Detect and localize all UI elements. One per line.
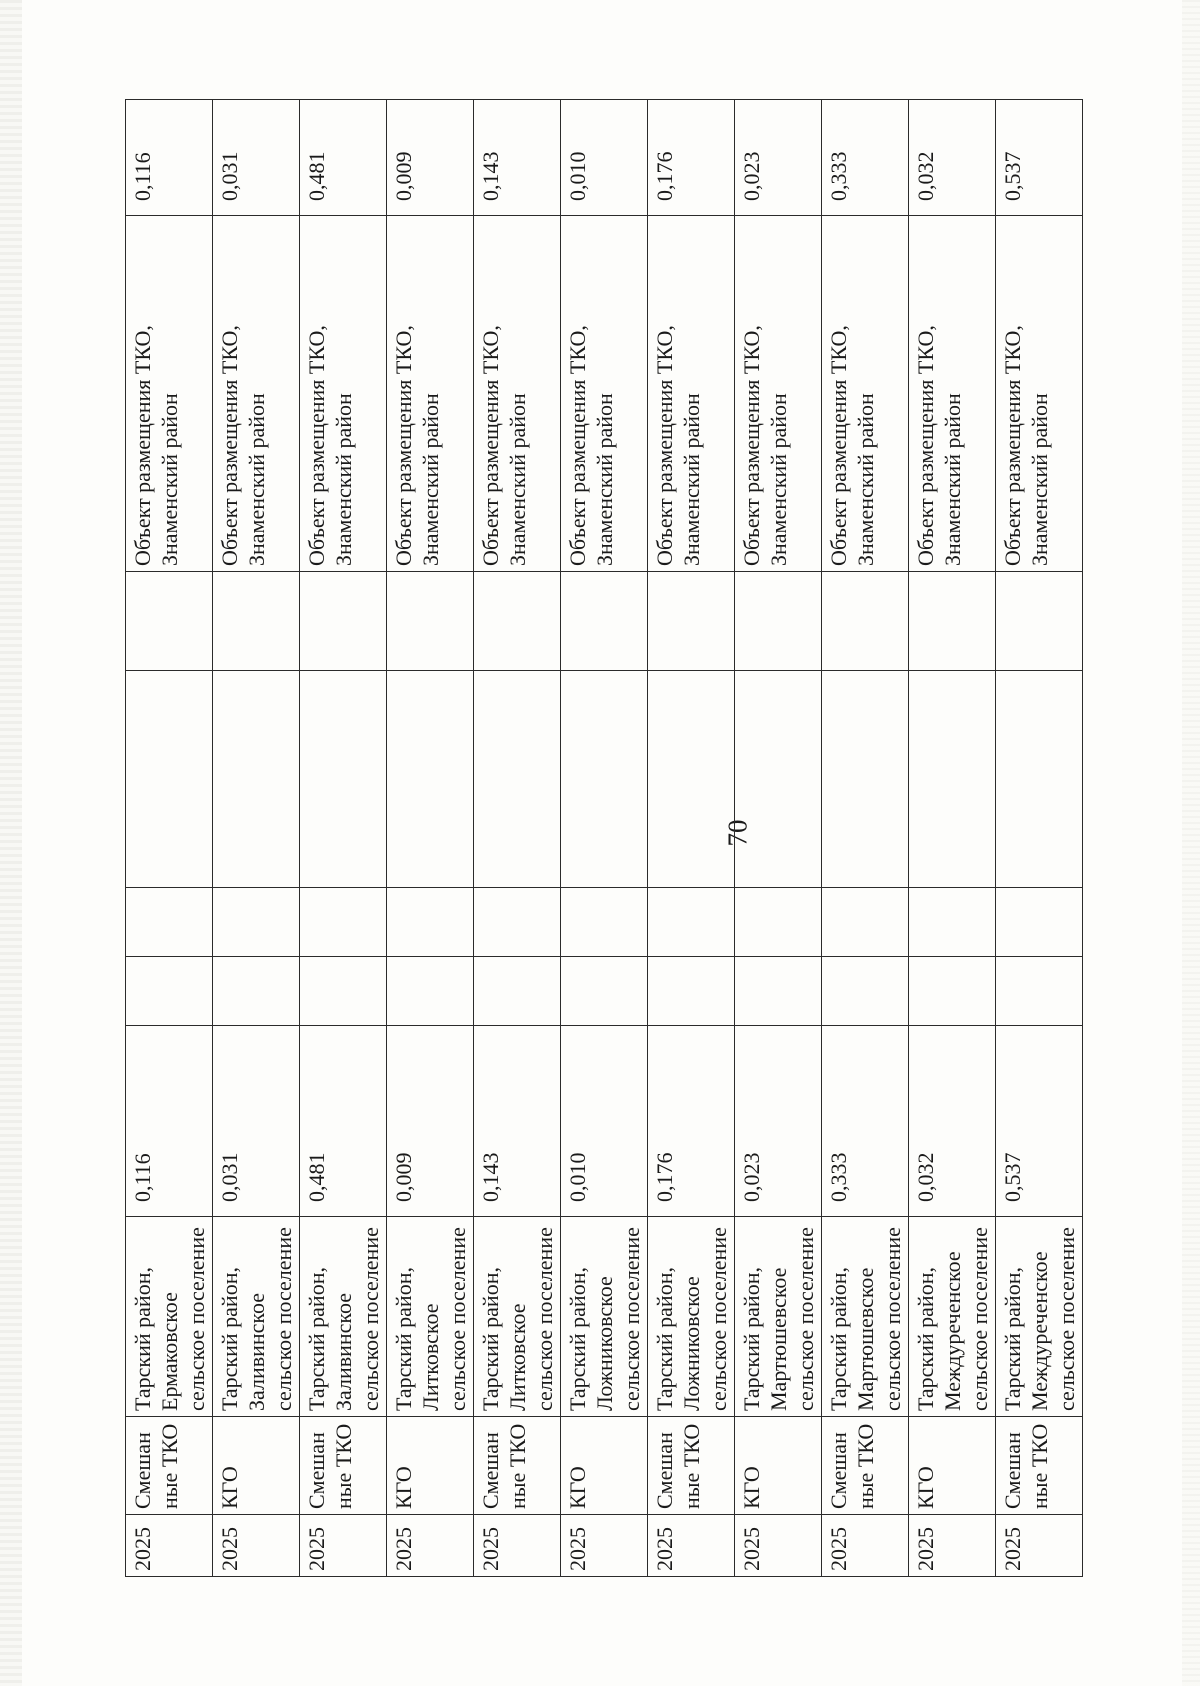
- table-row: [822, 100, 909, 1577]
- empty-cell: [474, 888, 561, 957]
- mass-cell: 0,031: [213, 1026, 300, 1217]
- destination-cell: Объект размещения ТКО, Знаменский район: [387, 216, 474, 572]
- empty-cell: [822, 572, 909, 671]
- empty-cell: [213, 572, 300, 671]
- waste-type-cell: Смешанные ТКО: [996, 1417, 1083, 1515]
- mass-cell: 0,032: [909, 1026, 996, 1217]
- waste-type-cell: Смешанные ТКО: [648, 1417, 735, 1515]
- destination-mass-cell: 0,010: [561, 100, 648, 216]
- empty-cell: [996, 572, 1083, 671]
- destination-mass-cell: 0,143: [474, 100, 561, 216]
- year-cell: 2025: [822, 1515, 909, 1577]
- empty-cell: [300, 572, 387, 671]
- source-cell: Тарский район, Ложниковское сельское поселение: [561, 1217, 648, 1417]
- empty-cell: [213, 888, 300, 957]
- mass-cell: 0,143: [474, 1026, 561, 1217]
- source-cell: Тарский район, Заливинское сельское поселение: [300, 1217, 387, 1417]
- source-cell: Тарский район, Ложниковское сельское поселение: [648, 1217, 735, 1417]
- year-cell: 2025: [996, 1515, 1083, 1577]
- source-cell: Тарский район, Междуреченское сельское поселение: [909, 1217, 996, 1417]
- empty-cell: [996, 671, 1083, 888]
- waste-type-cell: Смешанные ТКО: [126, 1417, 213, 1515]
- destination-mass-cell: 0,023: [735, 100, 822, 216]
- table-row: [213, 100, 300, 1577]
- empty-cell: [213, 671, 300, 888]
- destination-mass-cell: 0,481: [300, 100, 387, 216]
- empty-cell: [387, 888, 474, 957]
- waste-type-cell: Смешанные ТКО: [300, 1417, 387, 1515]
- destination-cell: Объект размещения ТКО, Знаменский район: [822, 216, 909, 572]
- year-cell: 2025: [735, 1515, 822, 1577]
- empty-cell: [735, 957, 822, 1026]
- empty-cell: [822, 888, 909, 957]
- empty-cell: [300, 888, 387, 957]
- waste-type-cell: КГО: [387, 1417, 474, 1515]
- year-cell: 2025: [909, 1515, 996, 1577]
- destination-cell: Объект размещения ТКО, Знаменский район: [735, 216, 822, 572]
- empty-cell: [126, 888, 213, 957]
- empty-cell: [996, 957, 1083, 1026]
- empty-cell: [648, 572, 735, 671]
- destination-cell: Объект размещения ТКО, Знаменский район: [996, 216, 1083, 572]
- mass-cell: 0,009: [387, 1026, 474, 1217]
- empty-cell: [648, 671, 735, 888]
- mass-cell: 0,023: [735, 1026, 822, 1217]
- empty-cell: [561, 888, 648, 957]
- table-row: [387, 100, 474, 1577]
- empty-cell: [735, 888, 822, 957]
- empty-cell: [735, 671, 822, 888]
- empty-cell: [474, 572, 561, 671]
- empty-cell: [648, 888, 735, 957]
- destination-mass-cell: 0,333: [822, 100, 909, 216]
- year-cell: 2025: [126, 1515, 213, 1577]
- table-row: [561, 100, 648, 1577]
- destination-cell: Объект размещения ТКО, Знаменский район: [909, 216, 996, 572]
- destination-mass-cell: 0,537: [996, 100, 1083, 216]
- destination-mass-cell: 0,116: [126, 100, 213, 216]
- mass-cell: 0,537: [996, 1026, 1083, 1217]
- empty-cell: [387, 671, 474, 888]
- rotated-table-container: [125, 100, 1079, 1577]
- year-cell: 2025: [474, 1515, 561, 1577]
- empty-cell: [561, 957, 648, 1026]
- table-row: [126, 100, 213, 1577]
- table-row: [648, 100, 735, 1577]
- empty-cell: [561, 572, 648, 671]
- destination-cell: Объект размещения ТКО, Знаменский район: [126, 216, 213, 572]
- table-row: [474, 100, 561, 1577]
- empty-cell: [561, 671, 648, 888]
- destination-mass-cell: 0,032: [909, 100, 996, 216]
- source-cell: Тарский район, Литковское сельское поселение: [387, 1217, 474, 1417]
- empty-cell: [822, 957, 909, 1026]
- source-cell: Тарский район, Мартюшевское сельское поселение: [822, 1217, 909, 1417]
- empty-cell: [996, 888, 1083, 957]
- waste-type-cell: КГО: [561, 1417, 648, 1515]
- year-cell: 2025: [648, 1515, 735, 1577]
- empty-cell: [300, 957, 387, 1026]
- destination-mass-cell: 0,009: [387, 100, 474, 216]
- source-cell: Тарский район, Заливинское сельское поселение: [213, 1217, 300, 1417]
- source-cell: Тарский район, Литковское сельское поселение: [474, 1217, 561, 1417]
- waste-type-cell: Смешанные ТКО: [822, 1417, 909, 1515]
- destination-cell: Объект размещения ТКО, Знаменский район: [474, 216, 561, 572]
- empty-cell: [822, 671, 909, 888]
- mass-cell: 0,116: [126, 1026, 213, 1217]
- empty-cell: [909, 888, 996, 957]
- waste-type-cell: КГО: [735, 1417, 822, 1515]
- destination-cell: Объект размещения ТКО, Знаменский район: [561, 216, 648, 572]
- year-cell: 2025: [300, 1515, 387, 1577]
- scan-edge-right: [1182, 0, 1200, 1686]
- table-row: [735, 100, 822, 1577]
- empty-cell: [909, 671, 996, 888]
- empty-cell: [474, 957, 561, 1026]
- empty-cell: [126, 572, 213, 671]
- empty-cell: [735, 572, 822, 671]
- empty-cell: [300, 671, 387, 888]
- table-body: [126, 100, 1083, 1577]
- empty-cell: [387, 572, 474, 671]
- year-cell: 2025: [561, 1515, 648, 1577]
- source-cell: Тарский район, Междуреченское сельское поселение: [996, 1217, 1083, 1417]
- destination-cell: Объект размещения ТКО, Знаменский район: [213, 216, 300, 572]
- waste-type-cell: КГО: [213, 1417, 300, 1515]
- empty-cell: [474, 671, 561, 888]
- source-cell: Тарский район, Мартюшевское сельское поселение: [735, 1217, 822, 1417]
- year-cell: 2025: [213, 1515, 300, 1577]
- mass-cell: 0,333: [822, 1026, 909, 1217]
- destination-cell: Объект размещения ТКО, Знаменский район: [648, 216, 735, 572]
- destination-mass-cell: 0,176: [648, 100, 735, 216]
- table-row: [909, 100, 996, 1577]
- year-cell: 2025: [387, 1515, 474, 1577]
- waste-type-cell: КГО: [909, 1417, 996, 1515]
- waste-type-cell: Смешанные ТКО: [474, 1417, 561, 1515]
- page-number: 70: [722, 819, 753, 847]
- mass-cell: 0,010: [561, 1026, 648, 1217]
- table-row: [996, 100, 1083, 1577]
- mass-cell: 0,481: [300, 1026, 387, 1217]
- empty-cell: [213, 957, 300, 1026]
- empty-cell: [126, 957, 213, 1026]
- destination-mass-cell: 0,031: [213, 100, 300, 216]
- destination-cell: Объект размещения ТКО, Знаменский район: [300, 216, 387, 572]
- source-cell: Тарский район, Ермаковское сельское поселение: [126, 1217, 213, 1417]
- empty-cell: [909, 572, 996, 671]
- waste-flow-table: [125, 99, 1083, 1577]
- empty-cell: [909, 957, 996, 1026]
- scan-edge-left: [0, 0, 22, 1686]
- table-row: [300, 100, 387, 1577]
- mass-cell: 0,176: [648, 1026, 735, 1217]
- empty-cell: [126, 671, 213, 888]
- empty-cell: [387, 957, 474, 1026]
- empty-cell: [648, 957, 735, 1026]
